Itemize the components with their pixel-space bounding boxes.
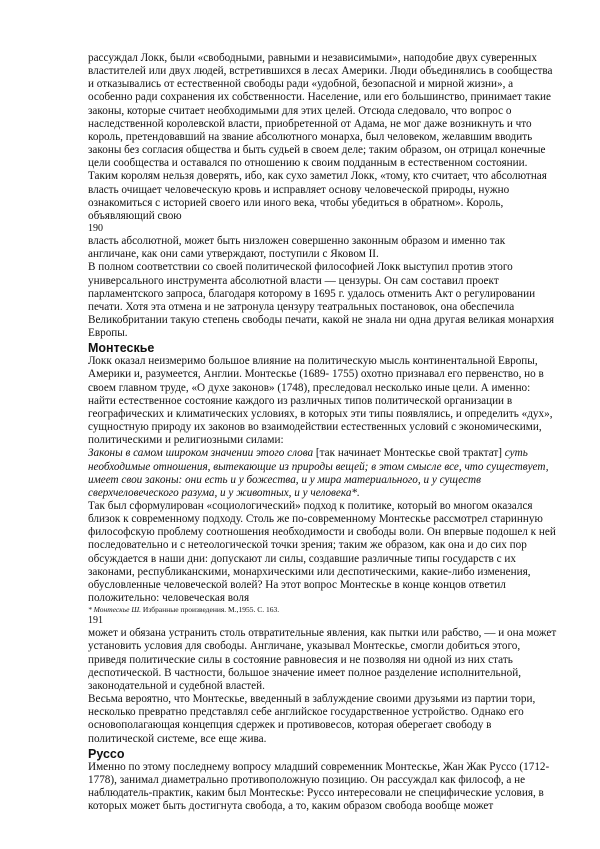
paragraph-rousseau: Именно по этому последнему вопросу младший современник Монтескье, Жан Жак Руссо (1712-1778), занимал диаметрально противоположную позицию. Он рассуждал как философ, а не наблюдатель-практик, каким был Монтескье: Руссо интересовали не специфические условия, в которых может быть достигнута свобода, а то, каким образом свобода вообще может <box>88 760 550 813</box>
paragraph-checks-balances: Весьма вероятно, что Монтескье, введенный в заблуждение своими друзьями из партии тори, несколько превратно представлял себе английское государственное устройство. Однако его основополагающая концепция сдержек и противовесов, которая оберегает свободу в политической системе, все еще жива. <box>88 693 536 745</box>
quote-interjection: [так начинает Монтескье свой трактат] <box>313 447 505 460</box>
paragraph-locke-censorship: В полном соответствии со своей политической философией Локк выступил против этого универсального инструмента абсолютной власти — цензуры. Он сам составил проект парламентского запроса, благодаря которому в 1695 г. удалось отменить Акт о регулировании печати. Хотя эта отмена и не затронула цензуру театральных постановок, она обеспечила Великобритании такую степень свободы печати, какой не знала ни одна другая великая монархия Европы. <box>88 261 554 340</box>
heading-montesquieu: Монтескье <box>88 341 155 356</box>
paragraph-sociological-approach: Так был сформулирован «социологический» подход к политике, который во многом оказался близок к современному подходу. Столь же по-современному Монтескье рассмотрел старинную философскую проблему соотношения необходимости и свободы воли. Он впервые подошел к ней последовательно и с нетеологической точки зрения; таким же образом, как она и до сих пор обсуждается в наши дни: допускают ли силы, создавшие различные типы государств с их законами, республиканскими, монархическими или деспотическими, какие-либо изменения, обусловленные человеческой волей? На этот вопрос Монтескье в конце концов ответил положительно: человеческая воля <box>88 500 556 605</box>
footnote-author: * Монтескье Ш. <box>88 605 142 615</box>
document-page <box>88 52 558 813</box>
page-number-190: 190 <box>88 223 103 235</box>
quote-part-1: Законы в самом широком значении этого слова <box>88 447 314 460</box>
quote-part-2: суть необходимые отношения, вытекающие из природы вещей; в этом смысле все, что существует, имеет свои законы: они есть и у божества, и у мира материального, и у существ сверхчеловеческого разума, и у животных, и у человека*. <box>88 447 549 499</box>
paragraph-locke-continued: рассуждал Локк, были «свободными, равными и независимыми», наподобие двух суверенных властителей или двух людей, встретившихся в лесах Америки. Люди объединялись в сообщества и отказывались от естественной свободы ради «удобной, безопасной и мирной жизни», а особенно ради сохранения их собственности. Население, или его большинство, принимает такие законы, которые считает необходимыми для этих целей. Отсюда следовало, что вопрос о наследственной королевской власти, приобретенной от Адама, не мог даже возникнуть и что король, претендовавший на звание абсолютного монарха, был человеком, желавшим вводить законы без согласия общества и быть судьей в своем деле; таким образом, он отрицал конечные цели сообщества и оставался по отношению к своим подданным в естественном состоянии. Таким королям нельзя доверять, ибо, как сухо заметил Локк, «тому, кто считает, что абсолютная власть очищает человеческую кровь и исправляет основу человеческой природы, нужно ознакомиться с историей своего или иного века, чтобы убедиться в обратном». Король, объявляющий свою <box>88 52 553 222</box>
paragraph-montesquieu-quote <box>88 447 558 500</box>
heading-rousseau: Руссо <box>88 746 125 761</box>
page-number-191: 191 <box>88 615 103 627</box>
footnote-source: Избранные произведения. М.,1955. С. 163. <box>141 605 280 615</box>
footnote <box>88 605 558 615</box>
paragraph-montesquieu-intro: Локк оказал неизмеримо большое влияние на политическую мысль континентальной Европы, Америки и, разумеется, Англии. Монтескье (1689- 1755) охотно признавал его первенство, но в своем главном труде, «О духе законов» (1748), преследовал несколько иные цели. А именно: найти естественное состояние каждого из различных типов политической организации в географических и климатических условиях, в которых эти типы появлялись, и определить «дух», сущностную природу их законов во взаимодействии естественных условий с экономическими, политическими и религиозными силами: <box>88 355 553 447</box>
paragraph-locke-james: власть абсолютной, может быть низложен совершенно законным образом и именно так англичане, как они сами утверждают, поступили с Яковом II. <box>88 235 506 261</box>
paragraph-will-freedom: может и обязана устранить столь отвратительные явления, как пытки или рабство, — и она может установить условия для свободы. Англичане, указывал Монтескье, смогли добиться этого, приведя политические силы в состояние равновесия и не позволяя ни одной из них стать деспотической. В частности, большое значение имеет полное разделение исполнительной, законодательной и судебной властей. <box>88 627 557 692</box>
